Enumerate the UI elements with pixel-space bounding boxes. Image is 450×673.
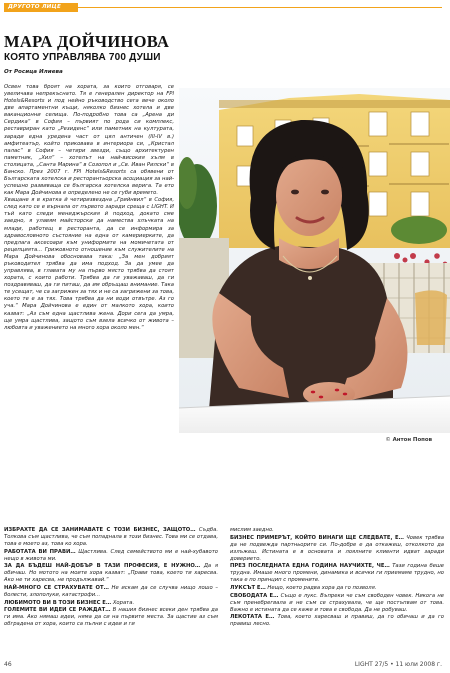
qa-item [4,585,218,599]
qa-answer: Съдба. Толкова съм щастлива, че съм попаднала в този бизнес. Това ми се отдава, това е моето аз, това ко хора. [4,527,218,548]
qa-item [230,535,444,563]
intro-paragraph: Хващане я в кратка й четиризвездна „Грийнвил“ в София, след като се е върнала от първото заради среща с LIGHT. И тъй като следи мениджърския й подход, докато сме заедно, я улавям майсторски да намества хлъчката на млади, работещ в ресторанта, да се информира за здравословното състояние на една от камериерките, да предлага аксесоари към униформите на момичетата от рецепцията... Грижовното отношение към служителите на Мара Дойчинова обосновава така: „За мен добрият ръководител трябва да има подход. За да умее да управлява, в главата му на първо място трябва да стоят хората, с които работи. Трябва да ги уважаваш, да ги поздравяваш, да ги питаш, да им обръщаш внимание. Така те усещат, че са загрижен за тях и не са загрижени за това, което те е за тях. Това трябва да ни води отвътре. Аз го уча.“ Мара Дойчинова е един от малкото хора, които казват: „Аз съм една щастлива жена. Дори сега да умра, ще умра щастлива, защото съм взела всичко от живота – любовта и уважението на много хора около мен.“ [4,197,174,331]
qa-item [230,563,444,584]
qa-item [230,593,444,614]
qa-answer: Щастлива. След семейството ми е най-хубавото нещо в живота ми. [4,548,219,562]
qa-answer: Хората. [112,599,135,606]
qa-item [230,585,444,592]
section-tab: ДРУГОТО ЛИЦЕ [4,3,78,12]
qa-question: НАЙ-МНОГО СЕ СТРАХУВАТЕ ОТ… [4,584,109,591]
page-number: 46 [4,661,12,668]
article-subtitle: КОЯТО УПРАВЛЯВА 700 ДУШИ [4,52,161,63]
qa-question: ИЗБРАХТЕ ДА СЕ ЗАНИМАВАТЕ С ТОЗИ БИЗНЕС, ЗАЩОТО… [4,527,196,533]
issue-info: LIGHT 27/5 • 11 юли 2008 г. [354,661,442,668]
qa-item [230,527,444,534]
qa-question: ЛЕКОТАТА Е… [230,614,275,621]
qa-column-right [230,527,444,629]
qa-answer: Това, което харесваш и правиш, да го обичаш и да го правиш лесно. [230,614,445,628]
qa-item [4,527,218,548]
photo-credit-name: Антон Попов [392,437,432,443]
qa-answer: Не искам да се случва нищо лошо – болести, злополуки, катастрофи... [4,584,218,598]
qa-question: ГОЛЕМИТЕ ВИ ИДЕИ СЕ РАЖДАТ… [4,607,111,614]
qa-question: РАБОТАТА ВИ ПРАВИ… [4,548,76,555]
qa-item [4,563,218,584]
article-byline: От Росица Илиева [4,69,63,75]
article-title: МАРА ДОЙЧИНОВА [4,32,170,51]
qa-question: ЛУКСЪТ Е… [230,584,266,591]
qa-question: ЛЮБИМОТО ВИ В ТОЗИ БИЗНЕС Е… [4,599,112,606]
qa-answer: Да я обичаш. Но мотото на моите хора казват: „Прави това, което ти харесва. Ако не ти харесва, не продължавай.“ [4,563,219,584]
section-rule [78,7,442,8]
intro-column [4,84,174,420]
intro-paragraph: Освен това броят на хората, за които отговаря, се увеличава непрекъснато. Тя е генерален директор на FPI Hotels&Resorts и под нейно ръководство сега вече около две апартаментни къщи, няколко бизнес хотела и две ваканционни селища. По-подробно това са „Арена ди Сердика“ в София – първият по рода си комплекс, реставриран като „Резиденс“ или паметник на културата, заради една уредена част от цял античен (III-IV в.) амфитеатър, който приковава в интериора си, „Кристал палас“ в София – четири звезди, също архитектурен паметник, „Хил“ – хотелът на най-високия хълм в столицата, „Санта Марина“ в Созопол и „Св. Иван Рилски“ в Банско. През 2007 г. FPI Hotels&Resorts са обявени от Българската хотелска и ресторантьорска асоциация за най-успешно развиваща се българска хотелска верига. Та ето как Мара Дойчинова е определено не се губи времето. [4,84,174,197]
qa-answer: Човек трябва да не подвежда партньорите си. По-добре е да откажеш, отколкото да излъжеш. Истината е в основата и лоялните клиенти идват заради доверието. [230,534,444,562]
qa-question: ПРЕЗ ПОСЛЕДНАТА ЕДНА ГОДИНА НАУЧИХТЕ, ЧЕ… [230,563,390,570]
qa-column-left [4,527,218,629]
qa-item [230,614,444,628]
portrait-photo [179,88,450,433]
qa-question: ЗА ДА БЪДЕШ НАЙ-ДОБЪР В ТАЗИ ПРОФЕСИЯ, Е НУЖНО… [4,563,201,570]
qa-item [4,600,218,607]
photo-credit [385,437,432,443]
qa-answer: Също е лукс. Въпреки че съм свободен човек. Никога не съм пренебрегвала и не съм се страхувала, че ще постъпвам от това. Важно е истината да се каже и това е свобода. Да не робуваш. [230,592,444,613]
qa-item [4,607,218,628]
qa-question: БИЗНЕС ПРИМЕРЪТ, КОЙТО ВИНАГИ ЩЕ СЛЕДВАТЕ, Е… [230,534,404,541]
qa-item [4,549,218,563]
qa-answer: мислим заедно. [230,527,274,533]
qa-answer: Нещо, което радва хора да го позволя. [267,584,377,591]
qa-answer: В нашия бизнес всеки ден трябва да ги има. Ако нямаш идеи, няма да си на първите места. За щастие аз съм обградена от хора, които са пълни с идеи и ги [4,607,218,628]
qa-answer: Тази година беше трудна. Имаше много промени, динамика и всички ги приемаме трудно, но така е по принцип с промените. [230,563,444,584]
qa-question: СВОБОДАТА Е… [230,592,279,599]
copyright-icon: © [385,437,391,443]
